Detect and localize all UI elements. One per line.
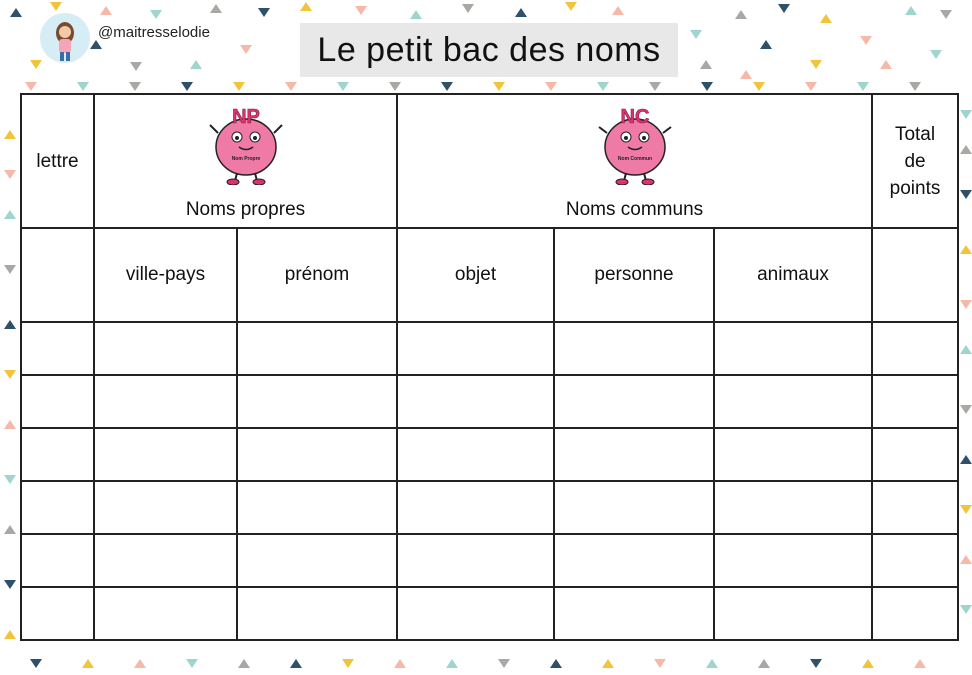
answer-row — [21, 428, 958, 481]
group-noms-communs — [397, 94, 872, 228]
confetti-triangle — [186, 659, 198, 668]
points-cell[interactable] — [872, 481, 958, 534]
confetti-triangle — [700, 60, 712, 69]
confetti-triangle — [462, 4, 474, 13]
answer-cell[interactable] — [237, 375, 397, 428]
total-line: Total — [894, 123, 936, 145]
confetti-triangle — [134, 659, 146, 668]
letter-cell[interactable] — [21, 534, 94, 587]
lettre-header — [21, 94, 94, 228]
confetti-triangle — [960, 605, 972, 614]
answer-cell[interactable] — [714, 322, 872, 375]
answer-cell[interactable] — [714, 375, 872, 428]
confetti-triangle — [960, 505, 972, 514]
confetti-triangle — [4, 210, 16, 219]
confetti-triangle — [740, 70, 752, 79]
confetti-triangle — [758, 659, 770, 668]
confetti-triangle — [4, 265, 16, 274]
letter-cell[interactable] — [21, 587, 94, 640]
confetti-triangle — [649, 82, 661, 91]
avatar — [40, 13, 90, 63]
answer-cell[interactable] — [397, 322, 554, 375]
answer-cell[interactable] — [554, 481, 714, 534]
answer-cell[interactable] — [397, 375, 554, 428]
answer-row — [21, 587, 958, 640]
confetti-triangle — [4, 170, 16, 179]
col-header-objet: objet — [397, 228, 554, 322]
confetti-triangle — [181, 82, 193, 91]
confetti-triangle — [4, 420, 16, 429]
confetti-triangle — [905, 6, 917, 15]
total-line: de — [904, 150, 926, 172]
confetti-triangle — [355, 6, 367, 15]
confetti-triangle — [25, 82, 37, 91]
confetti-triangle — [860, 36, 872, 45]
game-grid — [20, 93, 959, 641]
answer-cell[interactable] — [397, 428, 554, 481]
answer-row — [21, 481, 958, 534]
confetti-triangle — [82, 659, 94, 668]
svg-text:Nom Commun: Nom Commun — [617, 156, 652, 162]
answer-cell[interactable] — [554, 428, 714, 481]
noms-communs-label: Noms communs — [565, 199, 704, 220]
confetti-triangle — [690, 30, 702, 39]
confetti-triangle — [4, 475, 16, 484]
confetti-triangle — [960, 405, 972, 414]
points-cell[interactable] — [872, 534, 958, 587]
answer-cell[interactable] — [237, 481, 397, 534]
answer-rows — [21, 322, 958, 640]
total-header — [872, 94, 958, 228]
confetti-triangle — [130, 62, 142, 71]
confetti-triangle — [909, 82, 921, 91]
nc-mascot-icon — [595, 103, 675, 185]
confetti-triangle — [493, 82, 505, 91]
confetti-triangle — [960, 245, 972, 254]
letter-cell[interactable] — [21, 322, 94, 375]
subheader-row — [21, 228, 958, 322]
confetti-triangle — [129, 82, 141, 91]
confetti-triangle — [612, 6, 624, 15]
col-header-prenom: prénom — [237, 228, 397, 322]
confetti-triangle — [4, 525, 16, 534]
confetti-triangle — [410, 10, 422, 19]
answer-cell[interactable] — [94, 534, 237, 587]
letter-cell[interactable] — [21, 481, 94, 534]
confetti-triangle — [446, 659, 458, 668]
col-header-animaux: animaux — [714, 228, 872, 322]
confetti-triangle — [880, 60, 892, 69]
confetti-triangle — [857, 82, 869, 91]
answer-row — [21, 534, 958, 587]
answer-cell[interactable] — [714, 481, 872, 534]
confetti-triangle — [805, 82, 817, 91]
answer-cell[interactable] — [554, 322, 714, 375]
confetti-triangle — [930, 50, 942, 59]
confetti-triangle — [960, 300, 972, 309]
confetti-triangle — [300, 2, 312, 11]
confetti-triangle — [441, 82, 453, 91]
answer-cell[interactable] — [237, 534, 397, 587]
np-mascot-icon — [206, 103, 286, 185]
confetti-triangle — [337, 82, 349, 91]
confetti-triangle — [240, 45, 252, 54]
svg-text:NC: NC — [620, 106, 649, 128]
col-header-personne: personne — [554, 228, 714, 322]
answer-cell[interactable] — [237, 587, 397, 640]
confetti-triangle — [735, 10, 747, 19]
confetti-triangle — [602, 659, 614, 668]
handle-text: @maitresselodie — [98, 23, 210, 41]
answer-cell[interactable] — [554, 375, 714, 428]
lettre-sub-cell — [21, 228, 94, 322]
confetti-triangle — [285, 82, 297, 91]
answer-cell[interactable] — [94, 375, 237, 428]
total-line: points — [889, 177, 941, 199]
confetti-triangle — [550, 659, 562, 668]
confetti-triangle — [389, 82, 401, 91]
confetti-triangle — [515, 8, 527, 17]
confetti-triangle — [342, 659, 354, 668]
confetti-triangle — [760, 40, 772, 49]
points-cell[interactable] — [872, 587, 958, 640]
confetti-triangle — [597, 82, 609, 91]
answer-cell[interactable] — [554, 534, 714, 587]
confetti-triangle — [960, 345, 972, 354]
answer-row — [21, 322, 958, 375]
answer-cell[interactable] — [397, 534, 554, 587]
confetti-triangle — [940, 10, 952, 19]
col-header-ville-pays: ville-pays — [94, 228, 237, 322]
answer-cell[interactable] — [397, 587, 554, 640]
confetti-triangle — [4, 320, 16, 329]
confetti-triangle — [706, 659, 718, 668]
confetti-triangle — [654, 659, 666, 668]
svg-text:NP: NP — [231, 106, 260, 128]
confetti-triangle — [238, 659, 250, 668]
confetti-triangle — [914, 659, 926, 668]
confetti-triangle — [30, 659, 42, 668]
confetti-triangle — [810, 659, 822, 668]
answer-cell[interactable] — [94, 322, 237, 375]
confetti-triangle — [498, 659, 510, 668]
confetti-triangle — [210, 4, 222, 13]
page-title: Le petit bac des noms — [317, 30, 661, 69]
answer-cell[interactable] — [94, 587, 237, 640]
answer-cell[interactable] — [94, 428, 237, 481]
confetti-triangle — [778, 4, 790, 13]
confetti-triangle — [960, 145, 972, 154]
answer-cell[interactable] — [714, 428, 872, 481]
answer-cell[interactable] — [714, 587, 872, 640]
confetti-triangle — [960, 110, 972, 119]
total-sub-cell — [872, 228, 958, 322]
confetti-triangle — [290, 659, 302, 668]
answer-cell[interactable] — [397, 481, 554, 534]
confetti-triangle — [4, 630, 16, 639]
confetti-triangle — [394, 659, 406, 668]
confetti-triangle — [77, 82, 89, 91]
header-row — [21, 94, 958, 228]
confetti-triangle — [820, 14, 832, 23]
confetti-triangle — [545, 82, 557, 91]
points-cell[interactable] — [872, 322, 958, 375]
confetti-triangle — [4, 580, 16, 589]
brand — [40, 13, 210, 63]
group-noms-propres — [94, 94, 397, 228]
confetti-triangle — [701, 82, 713, 91]
confetti-triangle — [960, 455, 972, 464]
answer-cell[interactable] — [237, 428, 397, 481]
title-banner — [300, 23, 678, 77]
noms-propres-label: Noms propres — [185, 199, 306, 220]
confetti-triangle — [960, 190, 972, 199]
points-cell[interactable] — [872, 375, 958, 428]
answer-row — [21, 375, 958, 428]
letter-cell[interactable] — [21, 375, 94, 428]
points-cell[interactable] — [872, 428, 958, 481]
confetti-triangle — [753, 82, 765, 91]
answer-cell[interactable] — [554, 587, 714, 640]
confetti-triangle — [810, 60, 822, 69]
svg-text:Nom Propre: Nom Propre — [231, 156, 260, 162]
confetti-triangle — [4, 130, 16, 139]
answer-cell[interactable] — [714, 534, 872, 587]
confetti-triangle — [960, 555, 972, 564]
answer-cell[interactable] — [94, 481, 237, 534]
answer-cell[interactable] — [237, 322, 397, 375]
confetti-triangle — [862, 659, 874, 668]
confetti-triangle — [565, 2, 577, 11]
letter-cell[interactable] — [21, 428, 94, 481]
confetti-triangle — [233, 82, 245, 91]
confetti-triangle — [4, 370, 16, 379]
confetti-triangle — [50, 2, 62, 11]
lettre-label: lettre — [36, 151, 79, 172]
confetti-triangle — [258, 8, 270, 17]
confetti-triangle — [10, 8, 22, 17]
